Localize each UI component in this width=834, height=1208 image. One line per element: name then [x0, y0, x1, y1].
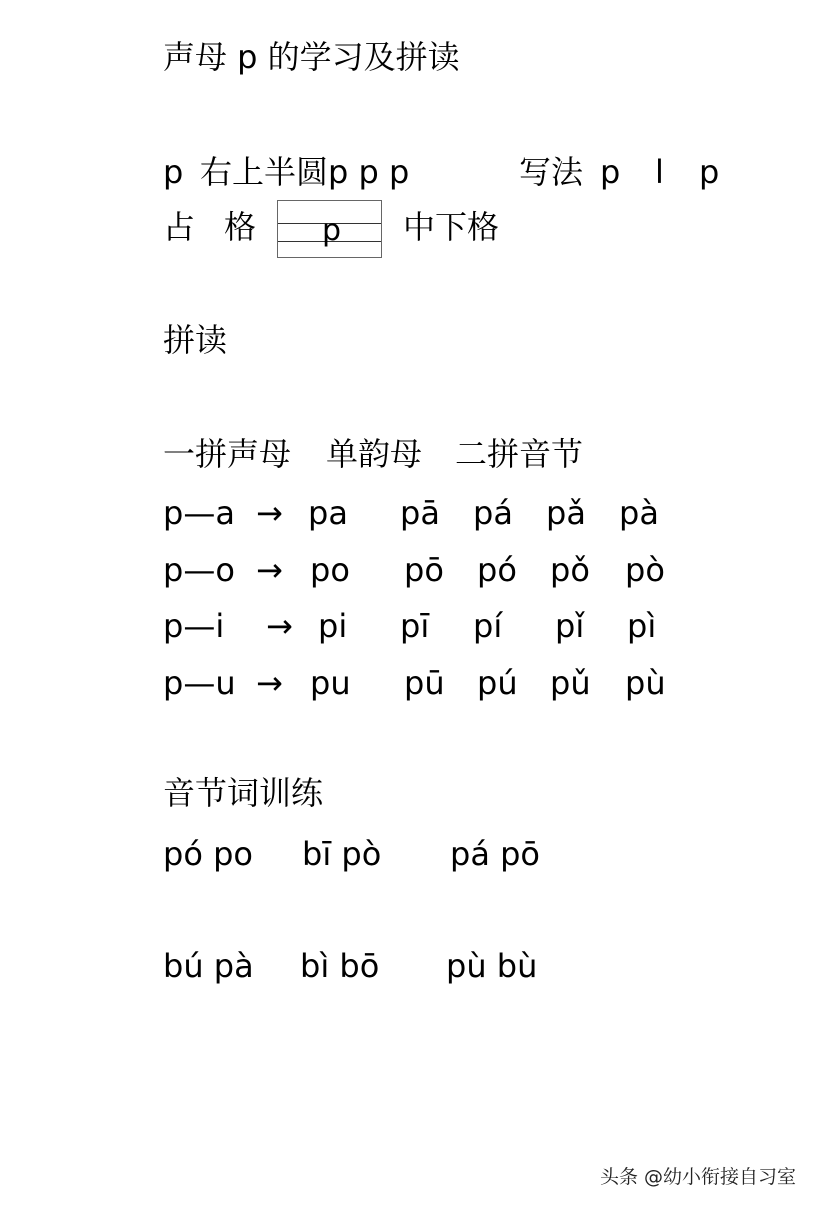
syllable: po	[310, 551, 350, 589]
tone-2: pá	[473, 494, 513, 532]
word-heading: 音节词训练	[163, 774, 324, 812]
arrow: →	[266, 607, 293, 645]
position-value: 中下格	[403, 208, 500, 246]
spelling-col-3: 二拼音节	[455, 435, 584, 473]
grid-letter: p	[322, 213, 342, 248]
word-item: pá pō	[450, 835, 540, 873]
word-item: bú pà	[163, 947, 254, 985]
tone-1: pī	[400, 607, 430, 645]
stroke-step-3: p	[699, 153, 720, 191]
word-item: bī pò	[302, 835, 382, 873]
tone-4: pà	[619, 494, 659, 532]
position-label-1: 占	[163, 208, 196, 246]
page-title: 声母 p 的学习及拼读	[163, 38, 460, 76]
tone-4: pò	[625, 551, 665, 589]
tone-3: pǎ	[546, 494, 586, 532]
combo: p—o	[163, 551, 235, 589]
syllable: pi	[318, 607, 348, 645]
stroke-step-1: p	[600, 153, 621, 191]
spelling-col-1: 一拼声母	[163, 435, 292, 473]
combo: p—u	[163, 664, 236, 702]
tone-4: pì	[627, 607, 657, 645]
syllable: pa	[308, 494, 348, 532]
arrow: →	[256, 551, 283, 589]
syllable: pu	[310, 664, 351, 702]
watermark: 头条 @幼小衔接自习室	[600, 1166, 797, 1188]
tone-2: pú	[477, 664, 518, 702]
word-item: pó po	[163, 835, 253, 873]
tone-3: pǔ	[550, 664, 591, 702]
arrow: →	[256, 494, 283, 532]
writing-label: 写法	[519, 153, 584, 191]
stroke-letter: p	[163, 153, 184, 191]
combo: p—i	[163, 607, 225, 645]
stroke-step-2: l	[655, 153, 664, 191]
tone-3: pǒ	[550, 551, 590, 589]
four-line-grid	[277, 200, 382, 258]
tone-4: pù	[625, 664, 666, 702]
tone-1: pū	[404, 664, 445, 702]
tone-1: pō	[404, 551, 444, 589]
arrow: →	[256, 664, 283, 702]
tone-1: pā	[400, 494, 440, 532]
position-label-2: 格	[224, 208, 257, 246]
stroke-examples: p p p	[328, 153, 410, 191]
tone-3: pǐ	[555, 607, 585, 645]
word-item: bì bō	[300, 947, 380, 985]
word-item: pù bù	[446, 947, 538, 985]
combo: p—a	[163, 494, 235, 532]
tone-2: pó	[477, 551, 517, 589]
spelling-col-2: 单韵母	[326, 435, 423, 473]
spelling-heading: 拼读	[163, 321, 228, 359]
stroke-shape-desc: 右上半圆	[200, 153, 329, 191]
tone-2: pí	[473, 607, 503, 645]
